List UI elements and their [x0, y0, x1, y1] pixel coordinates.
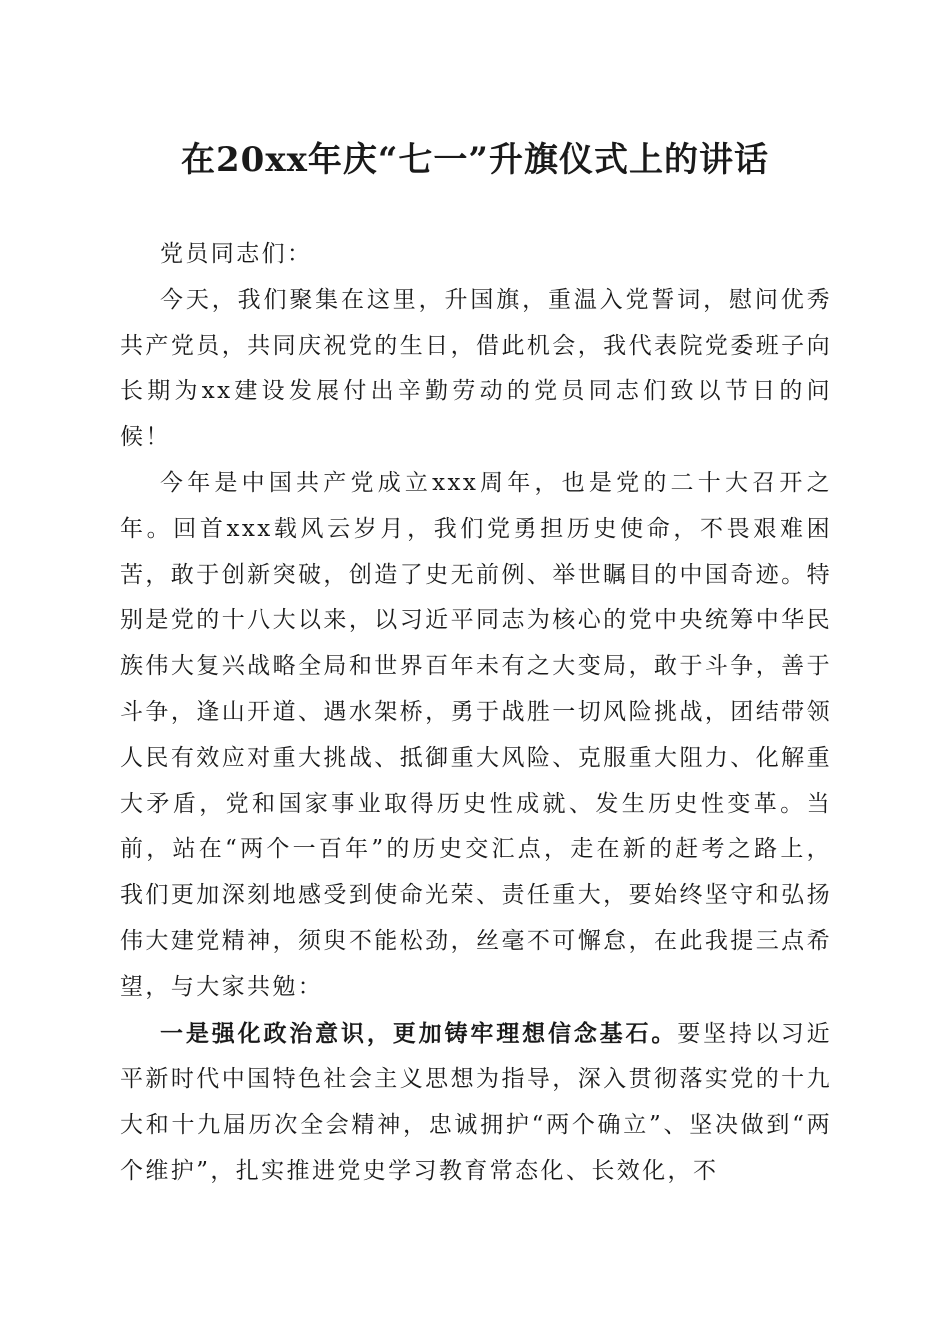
salutation: 党员同志们： — [160, 241, 313, 267]
paragraph-greeting: 今天，我们聚集在这里，升国旗，重温入党誓词，慰问优秀共产党员，共同庆祝党的生日，借此机会，我代表院党委班子向长期为xx建设发展付出辛勤劳动的党员同志们致以节日的问候！ — [120, 286, 832, 451]
point-one-text: 要坚持以习近平新时代中国特色社会主义思想为指导，深入贯彻落实党的十九大和十九届历次全会精神，忠诚拥护“两个确立”、坚决做到“两个维护”，扎实推进党史学习教育常态化、长效化，不 — [120, 1020, 833, 1184]
document-body — [120, 232, 832, 1195]
paragraph-anniversary: 今年是中国共产党成立xxx周年，也是党的二十大召开之年。回首xxx载风云岁月，我们党勇担历史使命，不畏艰难困苦，敢于创新突破，创造了史无前例、举世瞩目的中国奇迹。特别是党的十八大以来，以习近平同志为核心的党中央统筹中华民族伟大复兴战略全局和世界百年未有之大变局，敢于斗争，善于斗争，逢山开道、遇水架桥，勇于战胜一切风险挑战，团结带领人民有效应对重大挑战、抵御重大风险、克服重大阻力、化解重大矛盾，党和国家事业取得历史性成就、发生历史性变革。当前，站在“两个一百年”的历史交汇点，走在新的赶考之路上，我们更加深刻地感受到使命光荣、责任重大，要始终坚守和弘扬伟大建党精神，须臾不能松劲，丝毫不可懈怠，在此我提三点希望，与大家共勉： — [120, 469, 832, 1000]
point-one-heading: 一是强化政治意识，更加铸牢理想信念基石。 — [160, 1019, 678, 1047]
paragraph-point-one — [120, 1011, 832, 1195]
document-title: 在20xx年庆“七一”升旗仪式上的讲话 — [181, 140, 769, 180]
